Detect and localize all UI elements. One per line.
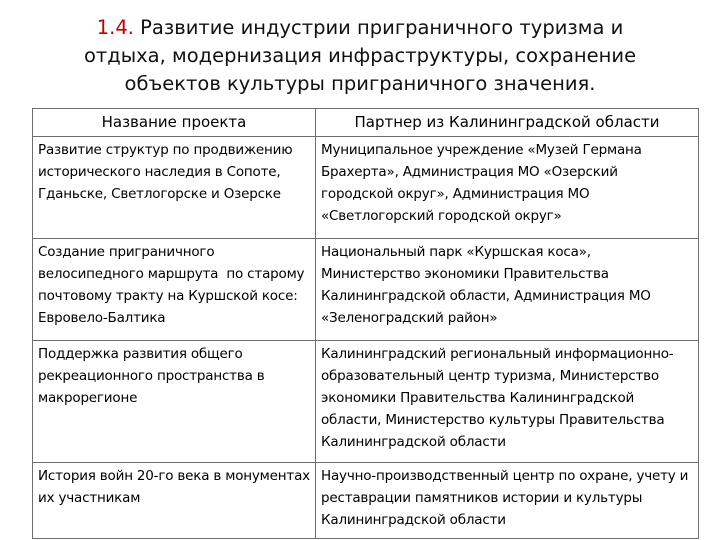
table-row	[33, 137, 699, 239]
table-header-row	[33, 109, 699, 137]
header-project-name: Название проекта	[33, 109, 316, 137]
partner-cell	[316, 137, 699, 239]
text-line: реставрации памятников истории и культуры	[321, 490, 643, 506]
text-line: исторического наследия в Сопоте,	[38, 164, 281, 180]
text-line: макрорегионе	[38, 390, 138, 406]
text-line: Муниципальное учреждение «Музей Германа	[321, 142, 642, 158]
title-line-1	[0, 14, 720, 42]
partner-cell	[316, 239, 699, 341]
text-line: почтовому тракту на Куршской косе:	[38, 288, 298, 304]
text-line: городской округ», Администрация МО	[321, 186, 590, 202]
projects-table-container	[32, 108, 698, 539]
text-line: Калининградской области, Администрация МО	[321, 288, 651, 304]
slide-title	[0, 14, 720, 98]
text-line: Евровело-Балтика	[38, 310, 166, 326]
title-line-3: объектов культуры приграничного значения.	[124, 72, 596, 95]
title-number: 1.4.	[96, 16, 134, 39]
header-partner: Партнер из Калининградской области	[316, 109, 699, 137]
table-row	[33, 239, 699, 341]
project-cell	[33, 341, 316, 463]
text-line: их участникам	[38, 490, 141, 506]
text-line: История войн 20-го века в монументах	[38, 468, 310, 484]
text-line: «Зеленоградский район»	[321, 310, 498, 326]
text-line: Развитие структур по продвижению	[38, 142, 293, 158]
projects-table	[32, 108, 699, 539]
text-line: Гданьске, Светлогорске и Озерске	[38, 186, 281, 202]
title-line-1-text: Развитие индустрии приграничного туризма и	[133, 16, 624, 39]
text-line: Калининградский региональный информационно-	[321, 346, 674, 362]
text-line: Калининградской области	[321, 434, 506, 450]
text-line: Калининградской области	[321, 512, 506, 528]
project-cell	[33, 463, 316, 539]
text-line: «Светлогорский городской округ»	[321, 208, 562, 224]
text-line: Брахерта», Администрация МО «Озерский	[321, 164, 618, 180]
project-cell	[33, 239, 316, 341]
title-line-2: отдыха, модернизация инфраструктуры, сохранение	[83, 44, 637, 67]
text-line: образовательный центр туризма, Министерство	[321, 368, 659, 384]
table-row	[33, 341, 699, 463]
text-line: Министерство экономики Правительства	[321, 266, 609, 282]
text-line: Поддержка развития общего	[38, 346, 243, 362]
project-cell	[33, 137, 316, 239]
text-line: области, Министерство культуры Правительства	[321, 412, 665, 428]
text-line: велосипедного маршрута по старому	[38, 266, 305, 282]
partner-cell	[316, 463, 699, 539]
text-line: Создание приграничного	[38, 244, 215, 260]
text-line: рекреационного пространства в	[38, 368, 265, 384]
table-row	[33, 463, 699, 539]
text-line: экономики Правительства Калининградской	[321, 390, 635, 406]
text-line: Научно-производственный центр по охране, учету и	[321, 468, 689, 484]
partner-cell	[316, 341, 699, 463]
text-line: Национальный парк «Куршская коса»,	[321, 244, 591, 260]
